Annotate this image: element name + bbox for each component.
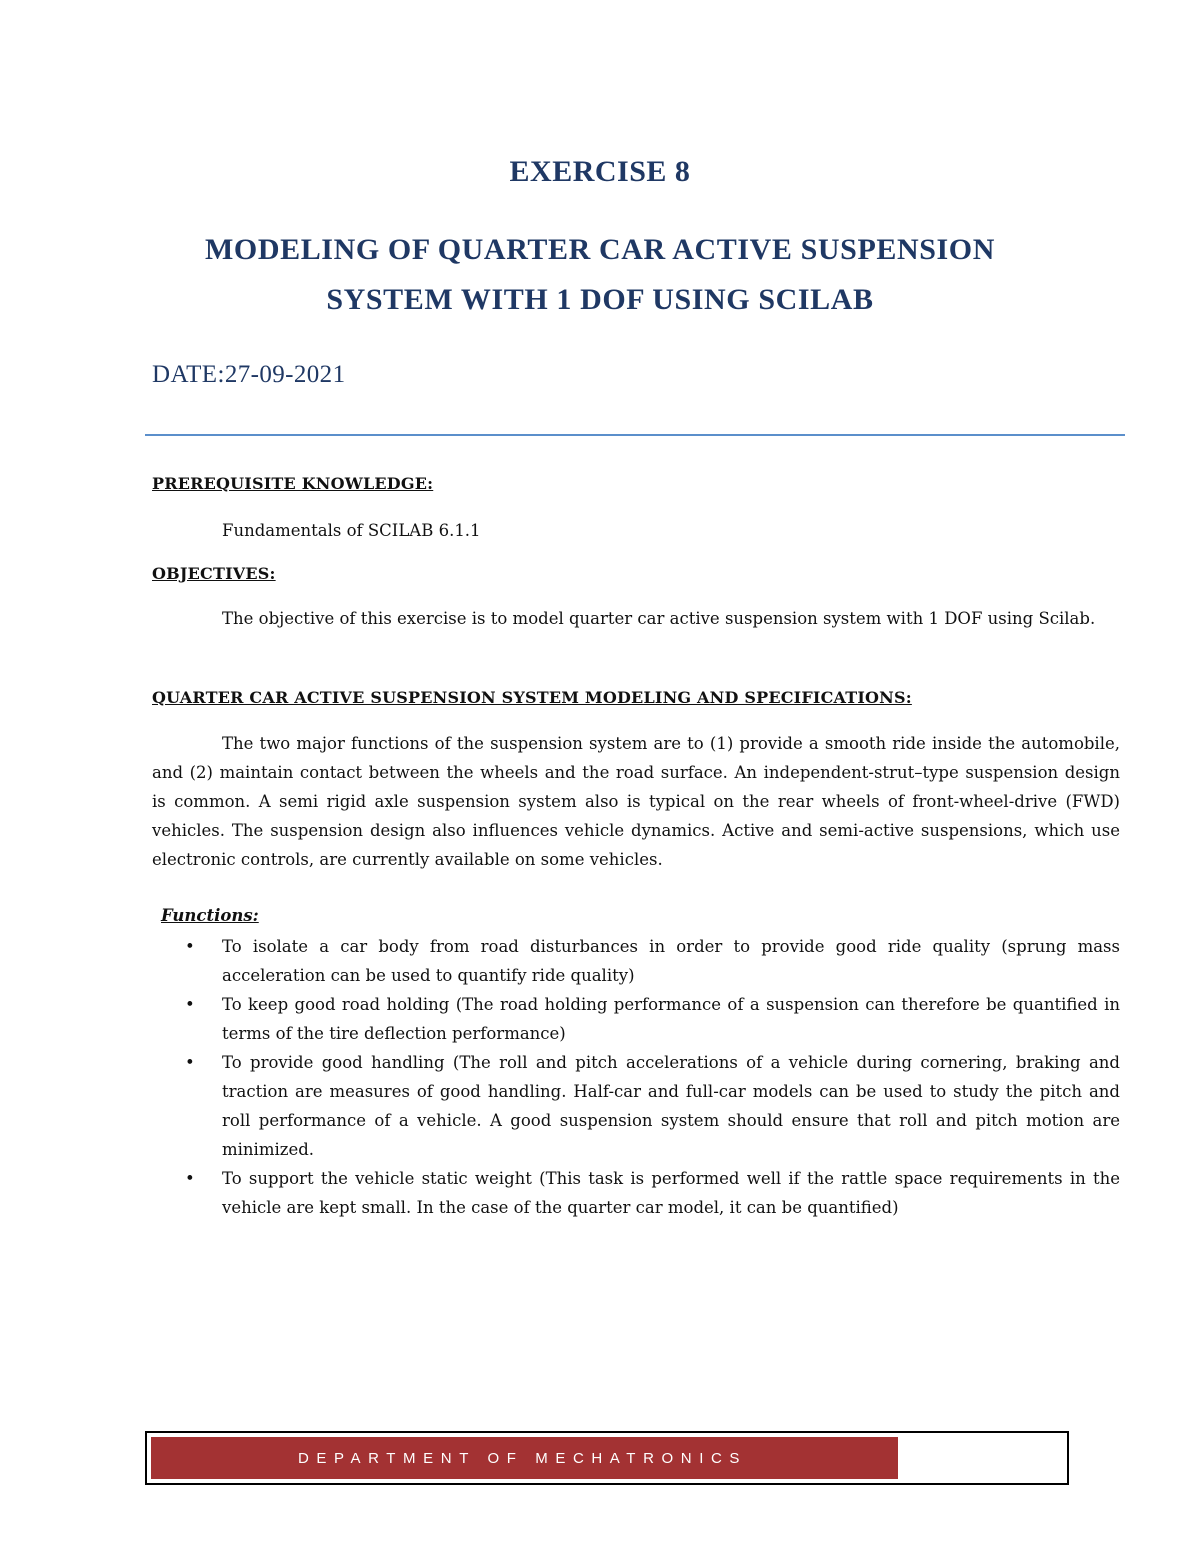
objectives-heading: OBJECTIVES: bbox=[152, 564, 276, 583]
bullet-icon: • bbox=[185, 995, 195, 1014]
date: DATE:27-09-2021 bbox=[152, 361, 346, 388]
list-item bbox=[181, 990, 1120, 1048]
document-title-line-2: SYSTEM WITH 1 DOF USING SCILAB bbox=[326, 283, 874, 316]
bullet-icon: • bbox=[185, 937, 195, 956]
header-divider bbox=[145, 434, 1125, 436]
bullet-icon: • bbox=[185, 1169, 195, 1188]
list-item-text: To provide good handling (The roll and pitch accelerations of a vehicle during cornering, braking and traction are measures of good handling. Half-car and full-car models can be used to study the pitch and roll performance of a vehicle. A good suspension system should ensure that roll and pitch motion are minimized. bbox=[222, 1053, 1120, 1159]
objectives-text: The objective of this exercise is to model quarter car active suspension system with 1 DOF using Scilab. bbox=[222, 609, 1096, 628]
list-item bbox=[181, 932, 1120, 990]
list-item-text: To support the vehicle static weight (This task is performed well if the rattle space requirements in the vehicle are kept small. In the case of the quarter car model, it can be quantified) bbox=[222, 1169, 1120, 1217]
department-name: DEPARTMENT OF MECHATRONICS bbox=[298, 1449, 748, 1467]
list-item bbox=[181, 1048, 1120, 1164]
prerequisite-heading: PREREQUISITE KNOWLEDGE: bbox=[152, 474, 434, 493]
functions-label: Functions: bbox=[161, 906, 259, 925]
footer-bar bbox=[151, 1437, 898, 1479]
exercise-title: EXERCISE 8 bbox=[509, 155, 691, 188]
functions-list bbox=[181, 932, 1120, 1222]
list-item-text: To isolate a car body from road disturbances in order to provide good ride quality (sprung mass acceleration can be used to quantify ride quality) bbox=[222, 937, 1120, 985]
modeling-text: The two major functions of the suspension system are to (1) provide a smooth ride inside the automobile, and (2) maintain contact between the wheels and the road surface. An independent-strut–type suspension design is common. A semi rigid axle suspension system also is typical on the rear wheels of front-wheel-drive (FWD) vehicles. The suspension design also influences vehicle dynamics. Active and semi-active suspensions, which use electronic controls, are currently available on some vehicles. bbox=[152, 734, 1120, 869]
list-item bbox=[181, 1164, 1120, 1222]
list-item-text: To keep good road holding (The road holding performance of a suspension can therefore be quantified in terms of the tire deflection performance) bbox=[222, 995, 1120, 1043]
prerequisite-text: Fundamentals of SCILAB 6.1.1 bbox=[222, 521, 481, 540]
document-title-line-1: MODELING OF QUARTER CAR ACTIVE SUSPENSION bbox=[204, 233, 996, 266]
bullet-icon: • bbox=[185, 1053, 195, 1072]
footer bbox=[145, 1431, 1069, 1485]
modeling-heading: QUARTER CAR ACTIVE SUSPENSION SYSTEM MODELING AND SPECIFICATIONS: bbox=[152, 688, 912, 707]
